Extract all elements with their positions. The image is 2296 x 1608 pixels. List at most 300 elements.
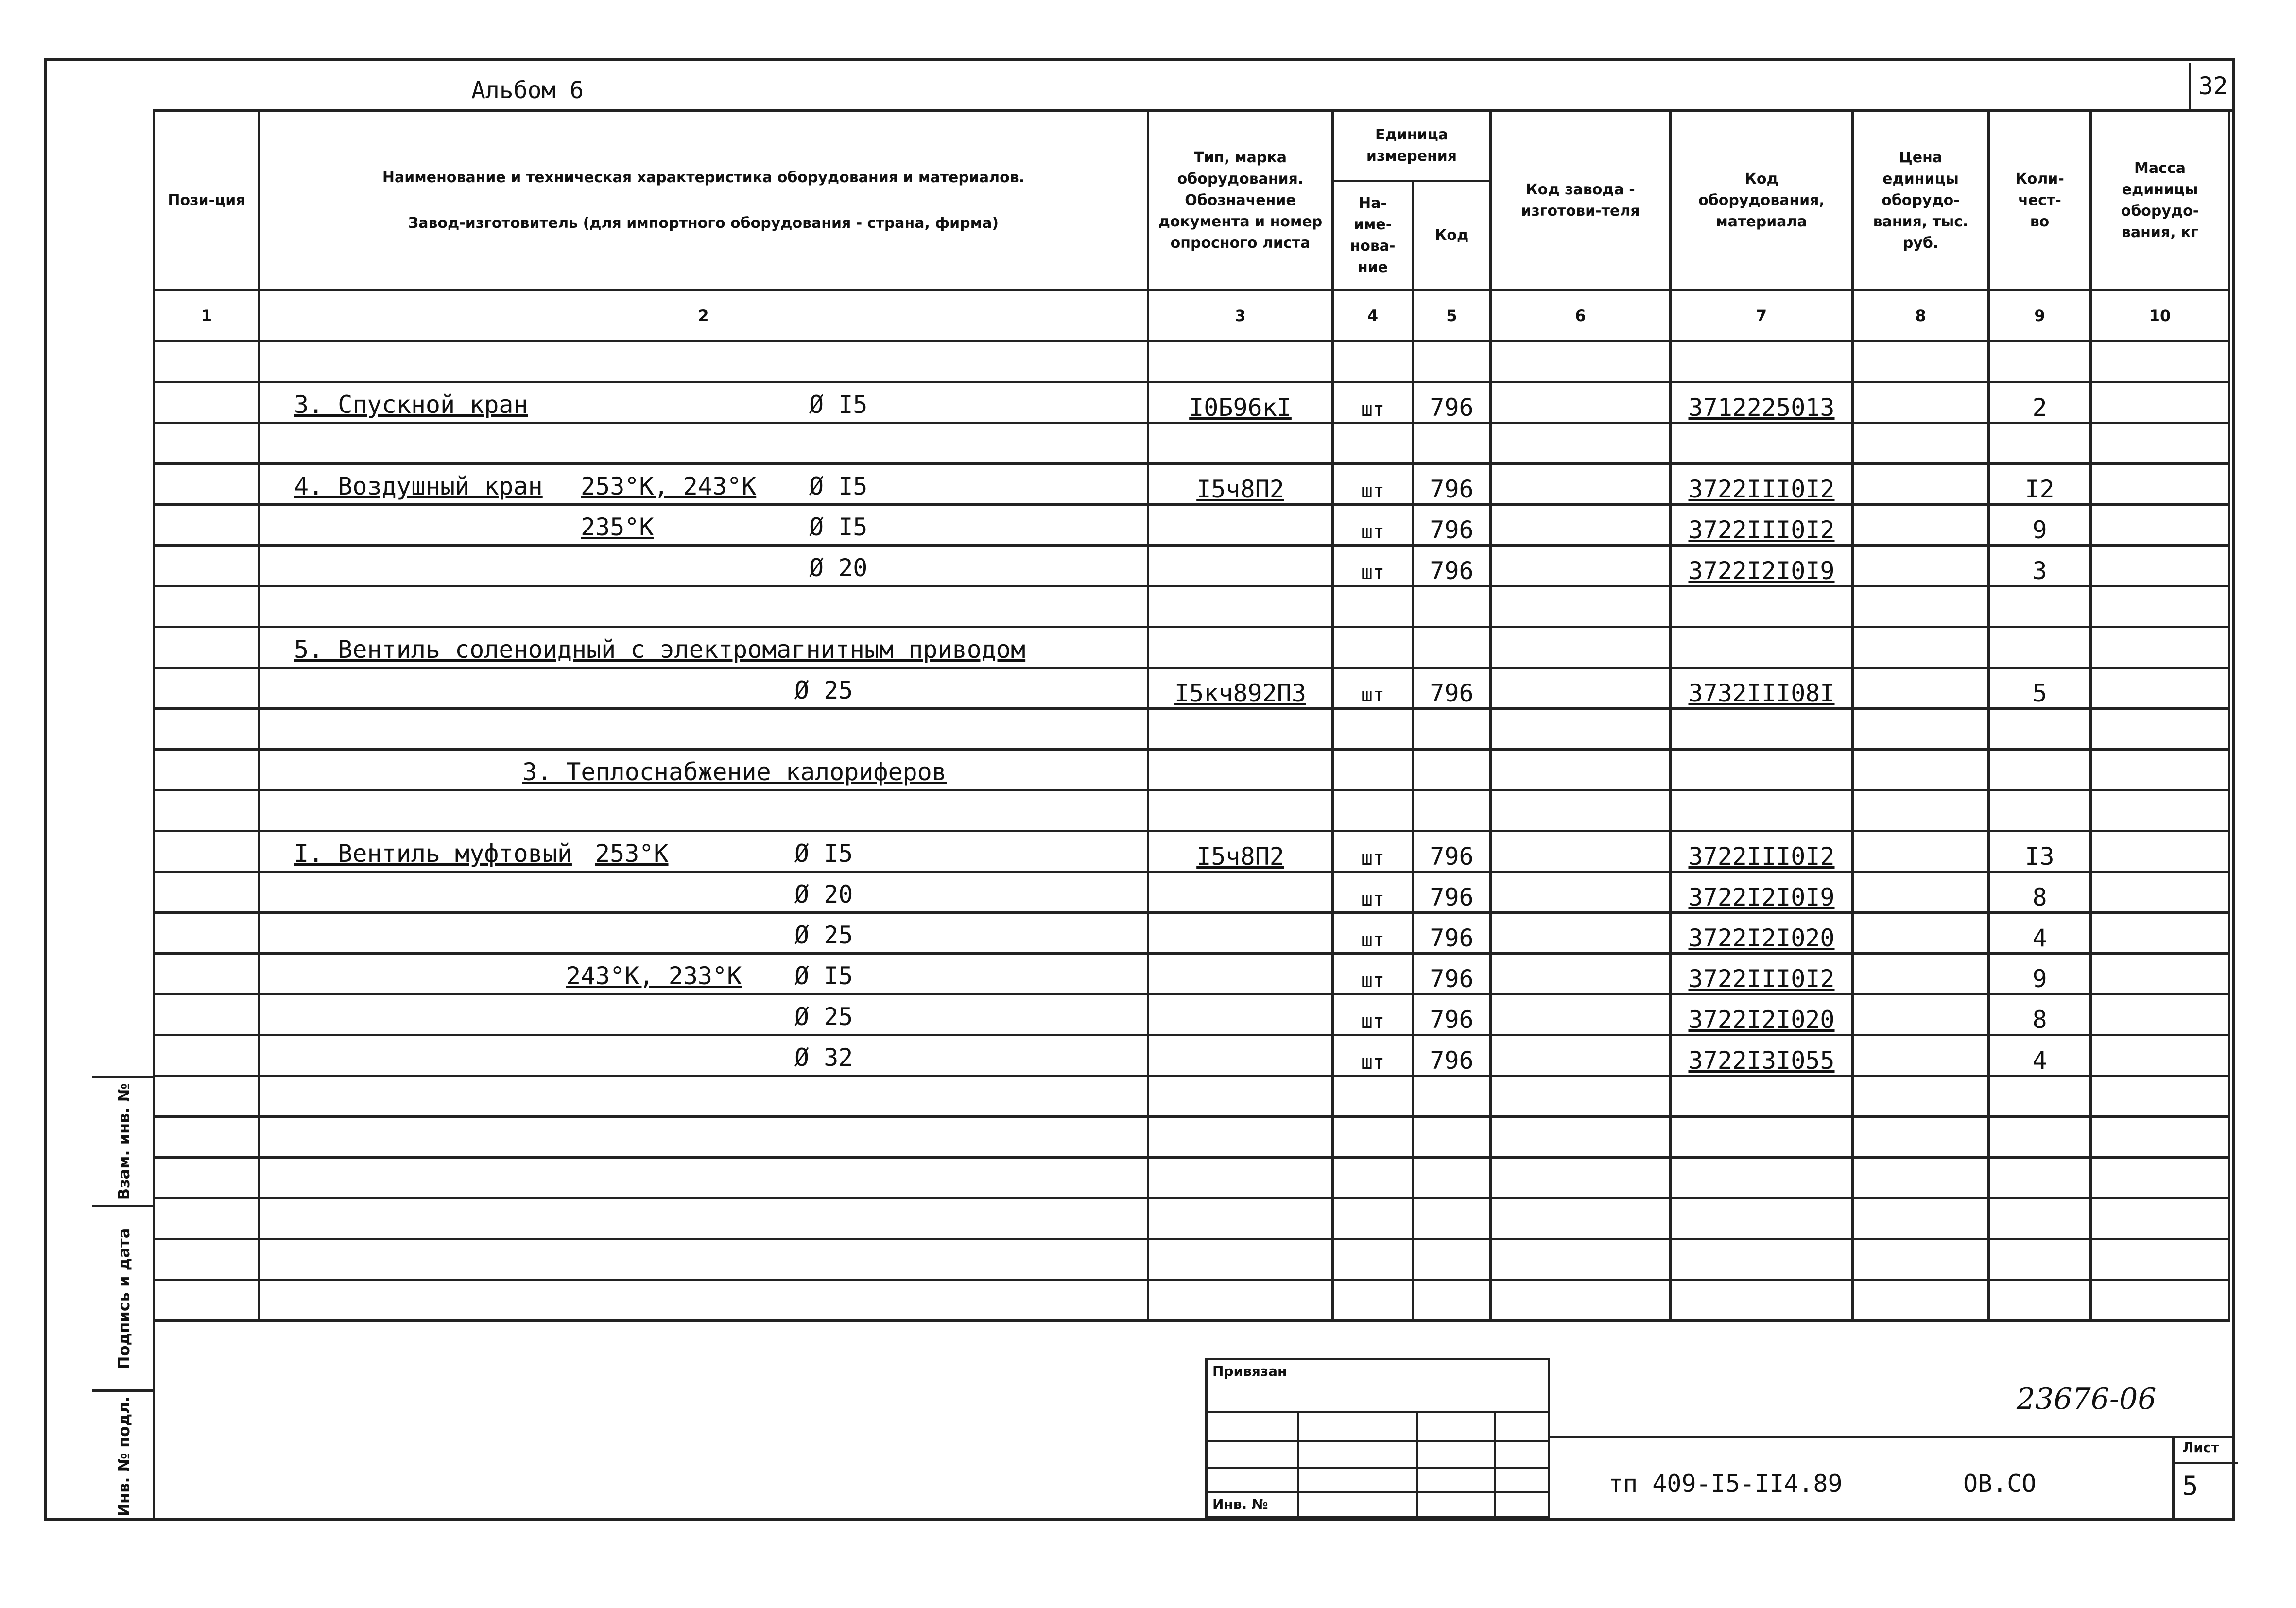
cell-name — [259, 627, 1148, 668]
cell-price — [1853, 382, 1989, 423]
cell-unit-code — [1413, 464, 1491, 505]
cell-factory-code — [1491, 342, 1671, 382]
cell-quantity — [1989, 1035, 2091, 1076]
cell-quantity — [1989, 342, 2091, 382]
cell-unit-code — [1413, 342, 1491, 382]
cell-name — [259, 994, 1148, 1035]
sheet-label: Лист — [2182, 1439, 2219, 1455]
cell-quantity — [1989, 668, 2091, 709]
cell-name-content — [260, 1036, 1147, 1075]
cell-quantity — [1989, 505, 2091, 546]
col-number: 7 — [1671, 291, 1853, 342]
cell-name — [259, 342, 1148, 382]
cell-position — [155, 586, 259, 627]
cell-unit-code — [1413, 913, 1491, 954]
cell-quantity — [1989, 1117, 2091, 1158]
cell-name — [259, 709, 1148, 750]
col-number: 1 — [155, 291, 259, 342]
table-row — [155, 790, 2229, 831]
stamp-line — [1208, 1467, 1548, 1469]
cell-position — [155, 994, 259, 1035]
cell-equipment-code — [1671, 1280, 1853, 1321]
cell-position — [155, 954, 259, 994]
cell-name-content — [260, 832, 1147, 871]
cell-name-content — [260, 995, 1147, 1034]
cell-price — [1853, 1239, 1989, 1280]
table-row — [155, 750, 2229, 790]
item-code: 3722I3I055 — [1688, 1046, 1835, 1075]
cell-mass — [2091, 790, 2229, 831]
cell-name — [259, 464, 1148, 505]
stamp-title: Привязан — [1212, 1363, 1287, 1379]
item-diameter: Ø 20 — [809, 554, 868, 582]
cell-type — [1148, 790, 1333, 831]
table-row — [155, 994, 2229, 1035]
stamp-line — [1208, 1440, 1548, 1442]
cell-unit-code — [1413, 872, 1491, 913]
cell-price — [1853, 586, 1989, 627]
table-row — [155, 546, 2229, 586]
cell-name-content — [260, 1077, 1147, 1115]
table-row — [155, 464, 2229, 505]
item-quantity: 8 — [2032, 1006, 2047, 1034]
cell-name-content — [260, 955, 1147, 993]
cell-quantity — [1989, 546, 2091, 586]
cell-mass — [2091, 464, 2229, 505]
cell-unit-code — [1413, 1239, 1491, 1280]
cell-mass — [2091, 505, 2229, 546]
cell-unit-code — [1413, 831, 1491, 872]
cell-name-content — [260, 914, 1147, 952]
cell-position — [155, 1280, 259, 1321]
table-row — [155, 1035, 2229, 1076]
cell-name — [259, 1158, 1148, 1198]
cell-equipment-code — [1671, 1198, 1853, 1239]
cell-equipment-code — [1671, 954, 1853, 994]
sheet-box — [2172, 1436, 2235, 1521]
cell-equipment-code — [1671, 750, 1853, 790]
item-type: I5ч8П2 — [1196, 842, 1284, 871]
cell-mass — [2091, 423, 2229, 464]
cell-price — [1853, 1198, 1989, 1239]
cell-factory-code — [1491, 1239, 1671, 1280]
cell-position — [155, 668, 259, 709]
cell-quantity — [1989, 464, 2091, 505]
table-row — [155, 913, 2229, 954]
sidebar-label-replaced-inv: Взам. инв. № — [115, 1083, 133, 1200]
cell-name-content — [260, 1159, 1147, 1197]
header-mass: Масса единицы оборудо-вания, кг — [2091, 111, 2229, 291]
cell-unit-code — [1413, 1158, 1491, 1198]
stamp-line — [1494, 1411, 1496, 1516]
item-quantity: 4 — [2032, 924, 2047, 952]
cell-position — [155, 423, 259, 464]
cell-unit-name — [1333, 872, 1413, 913]
cell-name-content — [260, 424, 1147, 462]
cell-type — [1148, 505, 1333, 546]
cell-position — [155, 913, 259, 954]
item-unit: шт — [1361, 1010, 1385, 1033]
cell-equipment-code — [1671, 586, 1853, 627]
cell-price — [1853, 1117, 1989, 1158]
item-unit-code: 796 — [1430, 883, 1474, 911]
stamp-inv-label: Инв. № — [1212, 1496, 1268, 1512]
cell-factory-code — [1491, 790, 1671, 831]
cell-mass — [2091, 1239, 2229, 1280]
cell-unit-name — [1333, 1239, 1413, 1280]
cell-name — [259, 1198, 1148, 1239]
cell-equipment-code — [1671, 1117, 1853, 1158]
cell-equipment-code — [1671, 1035, 1853, 1076]
item-unit: шт — [1361, 398, 1385, 421]
item-code: 3722I2I020 — [1688, 1006, 1835, 1034]
cell-unit-name — [1333, 1158, 1413, 1198]
binding-stamp — [1205, 1358, 1550, 1518]
cell-position — [155, 709, 259, 750]
item-unit: шт — [1361, 562, 1385, 584]
item-code: 3722III0I2 — [1688, 965, 1835, 993]
cell-price — [1853, 1076, 1989, 1117]
cell-name — [259, 750, 1148, 790]
cell-factory-code — [1491, 709, 1671, 750]
header-unit-name: На-име-нова-ние — [1333, 181, 1413, 291]
item-temperature: 243°К, 233°К — [566, 962, 742, 990]
table-row — [155, 954, 2229, 994]
document-number: тп 409-I5-II4.89 — [1608, 1470, 1843, 1498]
cell-unit-name — [1333, 1076, 1413, 1117]
col-number: 8 — [1853, 291, 1989, 342]
item-unit-code: 796 — [1430, 475, 1474, 503]
cell-name — [259, 382, 1148, 423]
cell-name-content — [260, 873, 1147, 911]
cell-unit-name — [1333, 1035, 1413, 1076]
cell-type — [1148, 546, 1333, 586]
cell-factory-code — [1491, 668, 1671, 709]
col-number: 4 — [1333, 291, 1413, 342]
cell-mass — [2091, 872, 2229, 913]
cell-equipment-code — [1671, 913, 1853, 954]
cell-quantity — [1989, 872, 2091, 913]
table-row — [155, 1280, 2229, 1321]
col-number: 5 — [1413, 291, 1491, 342]
sidebar-label-signature-date: Подпись и дата — [115, 1228, 133, 1369]
col-number: 2 — [259, 291, 1148, 342]
item-code: 3712225013 — [1688, 393, 1835, 422]
cell-factory-code — [1491, 505, 1671, 546]
cell-mass — [2091, 546, 2229, 586]
item-diameter: Ø 20 — [794, 880, 853, 908]
cell-mass — [2091, 1035, 2229, 1076]
item-name: 5. Вентиль соленоидный с электромагнитным приводом — [294, 635, 1026, 664]
item-quantity: 8 — [2032, 883, 2047, 911]
cell-price — [1853, 954, 1989, 994]
left-stamp-strip — [92, 1076, 155, 1521]
col-number: 10 — [2091, 291, 2229, 342]
cell-position — [155, 382, 259, 423]
cell-factory-code — [1491, 464, 1671, 505]
item-temperature: 235°К — [581, 513, 654, 541]
cell-unit-code — [1413, 1035, 1491, 1076]
cell-type — [1148, 1239, 1333, 1280]
cell-type — [1148, 586, 1333, 627]
album-label: Альбом 6 — [471, 77, 584, 104]
cell-type — [1148, 994, 1333, 1035]
cell-mass — [2091, 586, 2229, 627]
cell-position — [155, 546, 259, 586]
cell-quantity — [1989, 1158, 2091, 1198]
item-diameter: Ø 25 — [794, 921, 853, 949]
sidebar-cell — [92, 1389, 155, 1521]
table-row — [155, 423, 2229, 464]
cell-factory-code — [1491, 994, 1671, 1035]
cell-quantity — [1989, 586, 2091, 627]
table-row — [155, 1158, 2229, 1198]
cell-equipment-code — [1671, 382, 1853, 423]
item-unit-code: 796 — [1430, 679, 1474, 707]
item-name: 4. Воздушный кран — [294, 472, 543, 500]
header-equipment-code: Код оборудования, материала — [1671, 111, 1853, 291]
cell-factory-code — [1491, 913, 1671, 954]
cell-price — [1853, 342, 1989, 382]
cell-unit-code — [1413, 382, 1491, 423]
table-row — [155, 831, 2229, 872]
stamp-line — [1208, 1491, 1548, 1493]
cell-quantity — [1989, 382, 2091, 423]
cell-unit-name — [1333, 831, 1413, 872]
header-price: Цена единицы оборудо-вания, тыс. руб. — [1853, 111, 1989, 291]
cell-mass — [2091, 668, 2229, 709]
item-code: 3722I2I020 — [1688, 924, 1835, 952]
cell-type — [1148, 913, 1333, 954]
cell-quantity — [1989, 790, 2091, 831]
cell-quantity — [1989, 831, 2091, 872]
cell-unit-name — [1333, 586, 1413, 627]
cell-mass — [2091, 1158, 2229, 1198]
item-unit: шт — [1361, 888, 1385, 910]
cell-unit-code — [1413, 423, 1491, 464]
item-quantity: 4 — [2032, 1046, 2047, 1075]
cell-type — [1148, 342, 1333, 382]
cell-type — [1148, 709, 1333, 750]
item-temperature: 253°К — [595, 839, 669, 868]
item-unit-code: 796 — [1430, 842, 1474, 871]
cell-factory-code — [1491, 1035, 1671, 1076]
item-unit: шт — [1361, 970, 1385, 992]
item-name: I. Вентиль муфтовый — [294, 839, 572, 868]
cell-name-content — [260, 506, 1147, 544]
item-code: 3722III0I2 — [1688, 475, 1835, 503]
header-factory-code: Код завода - изготови-теля — [1491, 111, 1671, 291]
cell-unit-name — [1333, 382, 1413, 423]
cell-type — [1148, 382, 1333, 423]
cell-equipment-code — [1671, 1158, 1853, 1198]
cell-price — [1853, 831, 1989, 872]
cell-unit-name — [1333, 750, 1413, 790]
cell-equipment-code — [1671, 505, 1853, 546]
cell-position — [155, 1158, 259, 1198]
cell-name — [259, 1117, 1148, 1158]
cell-type — [1148, 750, 1333, 790]
title-block-line — [1550, 1436, 2235, 1438]
cell-type — [1148, 1076, 1333, 1117]
cell-factory-code — [1491, 1076, 1671, 1117]
header-unit-group: Единица измерения — [1333, 111, 1491, 181]
cell-position — [155, 505, 259, 546]
cell-quantity — [1989, 1280, 2091, 1321]
cell-type — [1148, 668, 1333, 709]
header-type: Тип, марка оборудования. Обозначение документа и номер опросного листа — [1148, 111, 1333, 291]
cell-factory-code — [1491, 872, 1671, 913]
cell-mass — [2091, 382, 2229, 423]
cell-mass — [2091, 342, 2229, 382]
cell-name-content — [260, 791, 1147, 830]
item-unit-code: 796 — [1430, 1046, 1474, 1075]
cell-unit-name — [1333, 954, 1413, 994]
corner-sheet-number: 32 — [2189, 63, 2235, 112]
item-code: 3722I2I0I9 — [1688, 883, 1835, 911]
cell-name — [259, 790, 1148, 831]
table-row — [155, 586, 2229, 627]
cell-position — [155, 872, 259, 913]
cell-equipment-code — [1671, 994, 1853, 1035]
item-unit: шт — [1361, 521, 1385, 543]
cell-name-content — [260, 342, 1147, 381]
item-unit-code: 796 — [1430, 516, 1474, 544]
item-unit-code: 796 — [1430, 393, 1474, 422]
cell-price — [1853, 423, 1989, 464]
cell-unit-code — [1413, 627, 1491, 668]
cell-mass — [2091, 750, 2229, 790]
item-diameter: Ø I5 — [809, 391, 868, 419]
table-row — [155, 709, 2229, 750]
cell-unit-code — [1413, 1117, 1491, 1158]
cell-equipment-code — [1671, 709, 1853, 750]
cell-position — [155, 750, 259, 790]
cell-unit-code — [1413, 1280, 1491, 1321]
cell-unit-name — [1333, 1198, 1413, 1239]
cell-unit-name — [1333, 994, 1413, 1035]
table-row — [155, 382, 2229, 423]
sidebar-cell — [92, 1205, 155, 1389]
cell-price — [1853, 1280, 1989, 1321]
cell-unit-name — [1333, 1280, 1413, 1321]
cell-position — [155, 1076, 259, 1117]
cell-price — [1853, 546, 1989, 586]
cell-quantity — [1989, 1239, 2091, 1280]
cell-type — [1148, 1198, 1333, 1239]
table-row — [155, 1117, 2229, 1158]
cell-unit-code — [1413, 505, 1491, 546]
item-code: 3722I2I0I9 — [1688, 557, 1835, 585]
header-name — [259, 111, 1148, 291]
cell-equipment-code — [1671, 627, 1853, 668]
cell-equipment-code — [1671, 464, 1853, 505]
cell-type — [1148, 1035, 1333, 1076]
cell-name — [259, 954, 1148, 994]
cell-quantity — [1989, 709, 2091, 750]
cell-equipment-code — [1671, 872, 1853, 913]
item-type: I5кч892П3 — [1174, 679, 1306, 707]
cell-name-content — [260, 1118, 1147, 1156]
cell-equipment-code — [1671, 1076, 1853, 1117]
table-row — [155, 872, 2229, 913]
cell-factory-code — [1491, 423, 1671, 464]
sidebar-cell — [92, 1076, 155, 1205]
header-position: Пози-ция — [155, 111, 259, 291]
table-row — [155, 505, 2229, 546]
cell-position — [155, 627, 259, 668]
cell-name — [259, 1239, 1148, 1280]
cell-name-content — [260, 1199, 1147, 1238]
cell-equipment-code — [1671, 831, 1853, 872]
cell-name-content — [260, 1281, 1147, 1319]
cell-mass — [2091, 913, 2229, 954]
item-diameter: Ø 25 — [794, 676, 853, 704]
cell-price — [1853, 1035, 1989, 1076]
cell-unit-name — [1333, 627, 1413, 668]
item-name: 3. Спускной кран — [294, 391, 528, 419]
cell-price — [1853, 750, 1989, 790]
item-type: I0Б96кI — [1189, 393, 1292, 422]
item-diameter: Ø I5 — [794, 839, 853, 868]
cell-price — [1853, 872, 1989, 913]
col-number: 3 — [1148, 291, 1333, 342]
cell-unit-name — [1333, 1117, 1413, 1158]
cell-position — [155, 342, 259, 382]
cell-price — [1853, 913, 1989, 954]
cell-name-content — [260, 628, 1147, 667]
item-quantity: I3 — [2025, 842, 2054, 871]
cell-equipment-code — [1671, 668, 1853, 709]
cell-unit-name — [1333, 790, 1413, 831]
cell-name-content — [260, 669, 1147, 707]
cell-quantity — [1989, 954, 2091, 994]
cell-mass — [2091, 627, 2229, 668]
item-unit: шт — [1361, 684, 1385, 706]
handwritten-number: 23676-06 — [2017, 1382, 2157, 1416]
cell-price — [1853, 709, 1989, 750]
cell-unit-name — [1333, 464, 1413, 505]
item-quantity: 3 — [2032, 557, 2047, 585]
item-code: 3732III08I — [1688, 679, 1835, 707]
cell-name — [259, 505, 1148, 546]
cell-position — [155, 790, 259, 831]
item-diameter: Ø I5 — [809, 513, 868, 541]
cell-name-content — [260, 547, 1147, 585]
cell-factory-code — [1491, 382, 1671, 423]
cell-unit-name — [1333, 709, 1413, 750]
col-number: 9 — [1989, 291, 2091, 342]
cell-type — [1148, 831, 1333, 872]
item-code: 3722III0I2 — [1688, 516, 1835, 544]
cell-factory-code — [1491, 750, 1671, 790]
cell-name — [259, 1280, 1148, 1321]
cell-name-content — [260, 465, 1147, 503]
cell-equipment-code — [1671, 1239, 1853, 1280]
cell-position — [155, 464, 259, 505]
cell-name-content — [260, 1240, 1147, 1279]
cell-unit-name — [1333, 423, 1413, 464]
item-quantity: I2 — [2025, 475, 2054, 503]
item-diameter: Ø 32 — [794, 1043, 853, 1072]
item-unit: шт — [1361, 929, 1385, 951]
cell-name — [259, 831, 1148, 872]
cell-equipment-code — [1671, 546, 1853, 586]
cell-mass — [2091, 831, 2229, 872]
table-row — [155, 342, 2229, 382]
item-quantity: 2 — [2032, 393, 2047, 422]
stamp-line — [1297, 1411, 1299, 1516]
